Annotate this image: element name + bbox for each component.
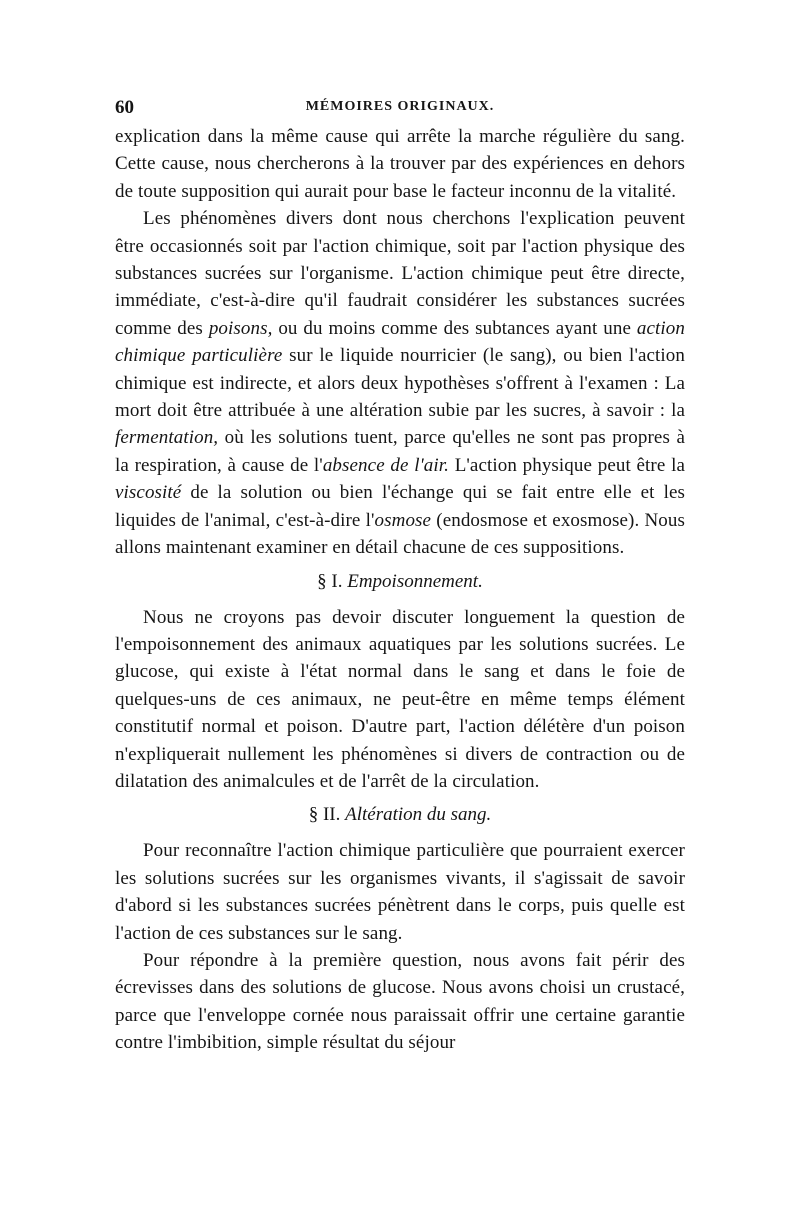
running-head — [115, 97, 685, 123]
section-heading-empoisonnement — [115, 568, 685, 596]
text-run: L'action physique peut être la — [449, 454, 685, 476]
italic-term-fermentation: fermentation, — [115, 427, 219, 449]
paragraph-ecrevisses: Pour répondre à la première question, nous avons fait périr des écrevisses dans des solutions de glucose. Nous avons choisi un crustacé, parce que l'enveloppe cornée nous paraissait offrir une certaine garantie contre l'imbibition, simple résultat du séjour — [115, 949, 685, 1054]
text-run: Les phénomènes divers dont nous cherchons l'explication peuvent être occasionnés soit par l'action chimique, soit par l'action physique des substances sucrées sur l'organisme. L'action chimique peut être directe, immédiate, c'est-à-dire qu'il faudrait considérer les substances sucrées comme des — [115, 208, 685, 339]
spacer — [115, 562, 685, 566]
paragraph-continuation: explication dans la même cause qui arrête la marche régulière du sang. Cette cause, nous chercherons à la trouver par des expériences en dehors de toute supposition qui aurait pour base le facteur inconnu de la vitalité. — [115, 126, 685, 202]
text-run: (endosmose et exosmose). Nous allons maintenant examiner en détail chacune de ces suppositions. — [115, 509, 685, 559]
italic-term-viscosite: viscosité — [115, 482, 182, 504]
text-run: sur le liquide nourricier (le sang), ou bien l'action chimique est indirecte, et alors deux hypothèses s'offrent à l'examen : La mort doit être attribuée à une altération subie par les sucres, à savoir : la — [115, 345, 685, 422]
italic-term-absence-air: absence de l'air. — [322, 454, 449, 476]
italic-term-poisons: poisons, — [208, 317, 273, 339]
paragraph-empoisonnement: Nous ne croyons pas devoir discuter longuement la question de l'empoisonnement des animaux aquatiques par les solutions sucrées. Le glucose, qui existe à l'état normal dans le sang et dans le foie de quelques-uns de ces animaux, ne peut-être en même temps élément constitutif normal et poison. D'autre part, l'action délétère d'un poison n'expliquerait nullement les phénomènes si divers de contraction ou de dilatation des animalcules et de l'arrêt de la circulation. — [115, 606, 685, 792]
section-title: Empoisonnement. — [347, 570, 483, 592]
text-run: où les solutions tuent, parce qu'elles ne sont pas propres à la respiration, à cause de l' — [115, 427, 685, 476]
italic-term-action-chimique: action chimique particulière — [115, 317, 685, 367]
section-number: § I. — [317, 570, 343, 592]
running-title: MÉMOIRES ORIGINAUX. — [305, 99, 495, 114]
book-page — [115, 97, 685, 1057]
section-heading-alteration — [115, 801, 685, 829]
page-number: 60 — [115, 97, 134, 118]
section-title: Altération du sang. — [345, 804, 492, 826]
section-number: § II. — [308, 804, 341, 826]
spacer — [115, 795, 685, 799]
paragraph-hypotheses — [115, 205, 685, 561]
text-run: ou du moins comme des subtances ayant une — [272, 317, 637, 339]
paragraph-alteration: Pour reconnaître l'action chimique particulière que pourraient exercer les solutions sucrées sur les organismes vivants, il s'agissait de savoir d'abord si les substances sucrées pénètrent dans le corps, puis quelle est l'action de ces substances sur le sang. — [115, 840, 685, 944]
italic-term-osmose: osmose — [374, 509, 432, 531]
text-run: de la solution ou bien l'échange qui se fait entre elle et les liquides de l'animal, c'est-à-dire l' — [115, 482, 685, 531]
